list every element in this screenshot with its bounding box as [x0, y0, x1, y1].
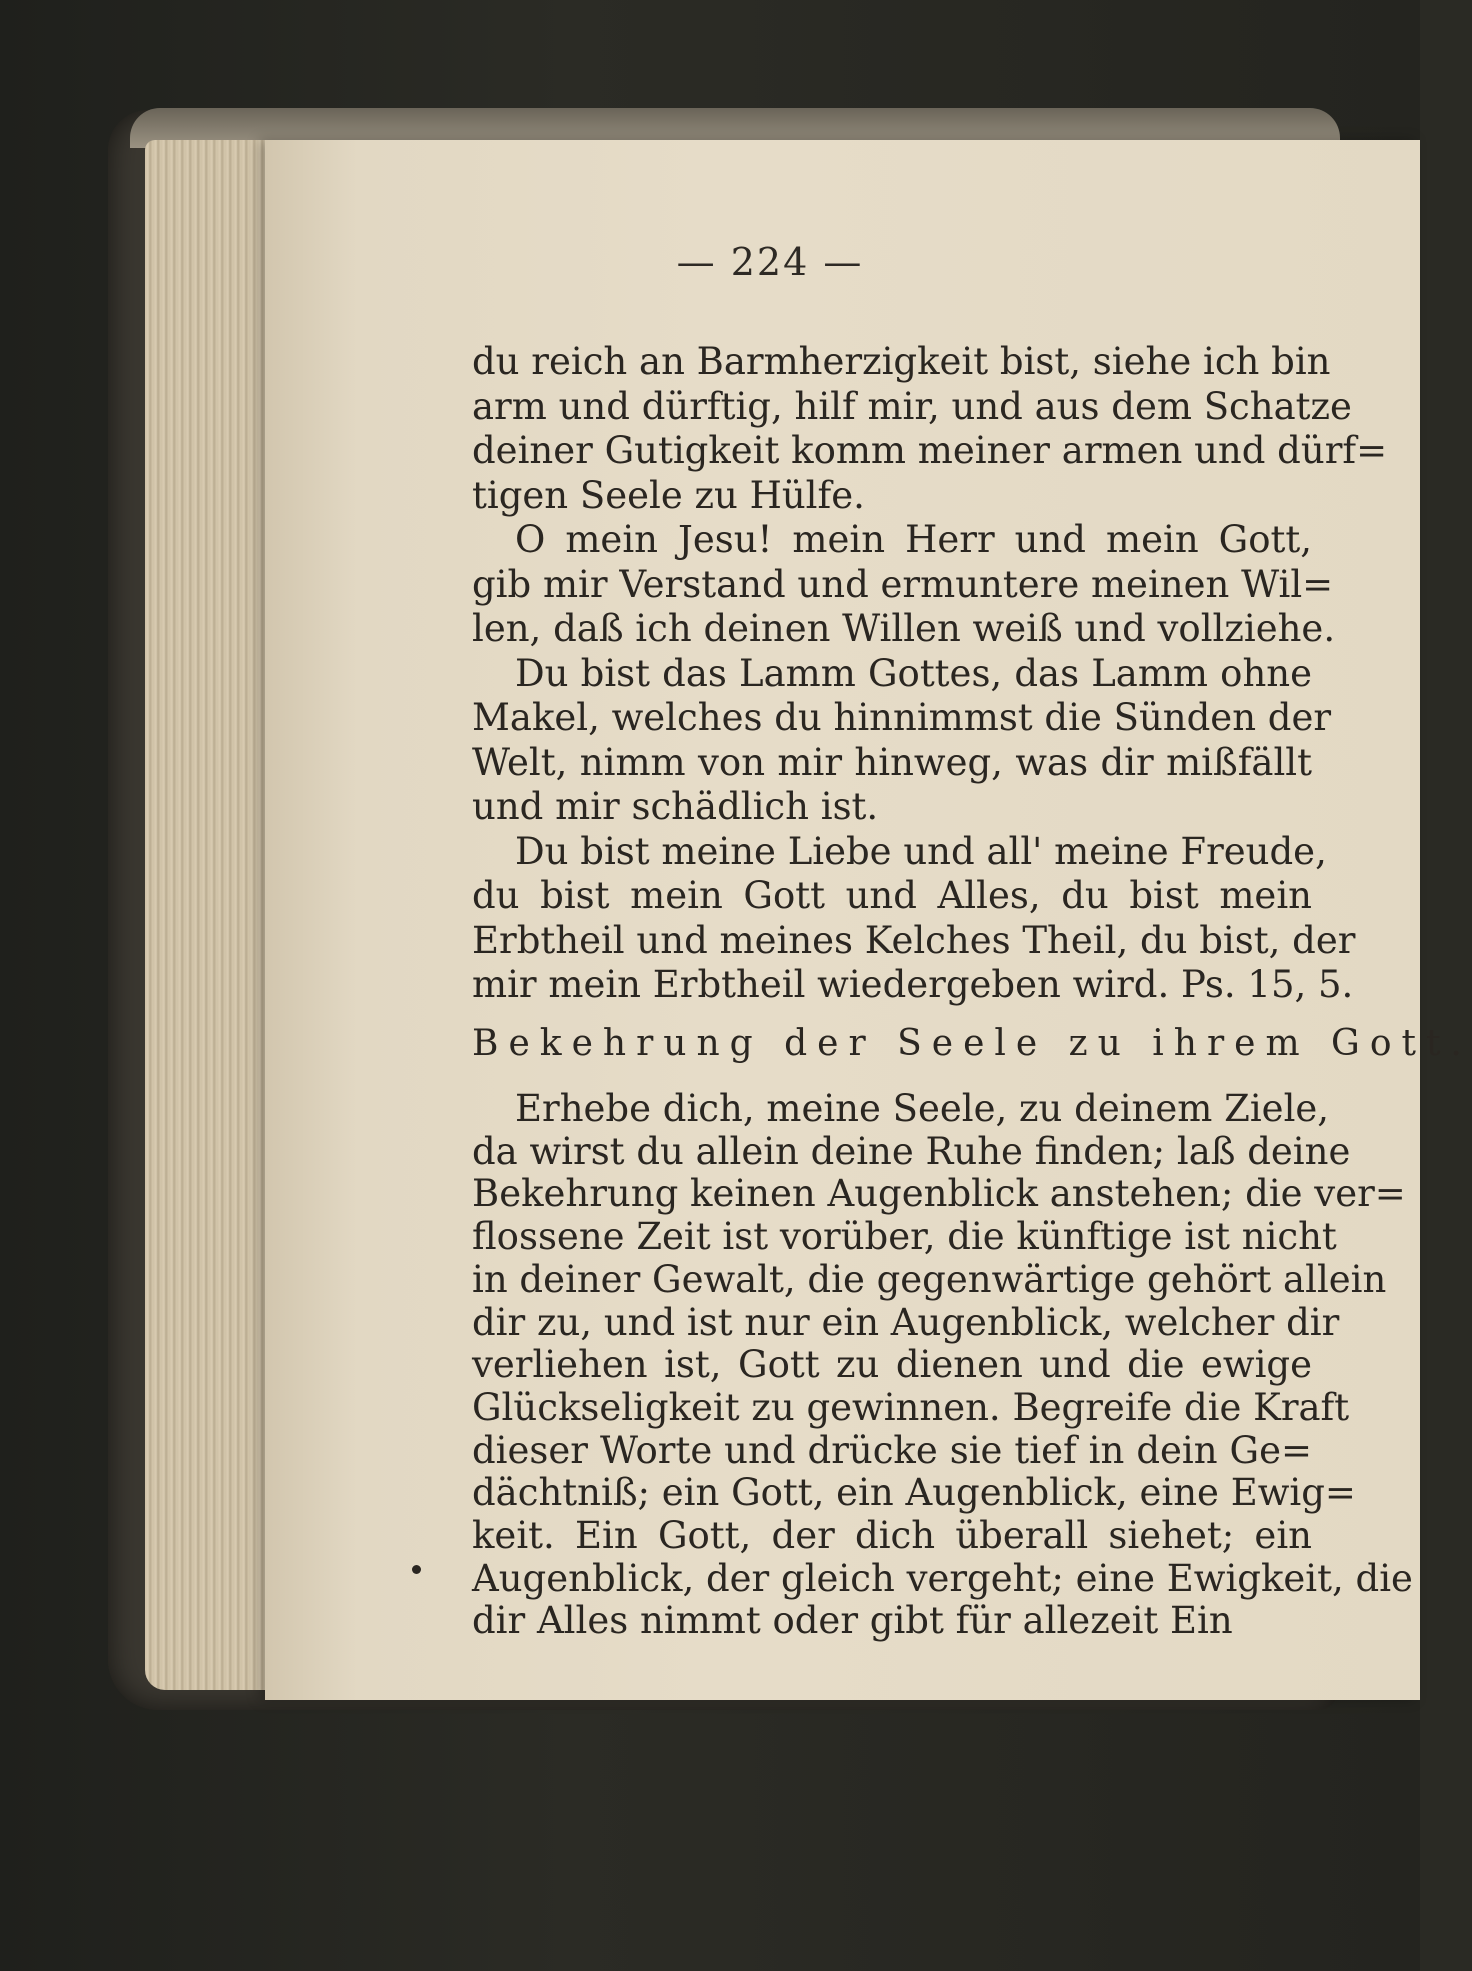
text-line: und mir schädlich ist. — [472, 785, 879, 828]
ink-speck — [412, 1565, 421, 1574]
text-line: Glückseligkeit zu gewinnen. Begreife die Kraft — [472, 1385, 1350, 1429]
section-heading: Bekehrung der Seele zu ihrem Gott. — [472, 1023, 1472, 1064]
text-line: du reich an Barmherzigkeit bist, siehe ich bin — [472, 340, 1331, 383]
text-line: Bekehrung keinen Augenblick anstehen; die ver= — [472, 1172, 1406, 1216]
text-line: Welt, nimm von mir hinweg, was dir mißfällt — [472, 740, 1312, 784]
text-line: dächtniß; ein Gott, ein Augenblick, eine Ewig= — [472, 1471, 1356, 1515]
text-line: flossene Zeit ist vorüber, die künftige ist nicht — [472, 1215, 1337, 1259]
text-line: da wirst du allein deine Ruhe finden; laß deine — [472, 1129, 1351, 1173]
text-line: deiner Gutigkeit komm meiner armen und dürf= — [472, 429, 1388, 472]
text-line: Du bist das Lamm Gottes, das Lamm ohne — [515, 651, 1312, 695]
text-line: in deiner Gewalt, die gegenwärtige gehört allein — [472, 1257, 1387, 1301]
page-number: — 224 — — [676, 240, 864, 284]
text-line: Erhebe dich, meine Seele, zu deinem Ziele, — [515, 1087, 1330, 1130]
text-line: verliehen ist, Gott zu dienen und die ewige — [472, 1343, 1312, 1387]
text-line: gib mir Verstand und ermuntere meinen Wil= — [472, 562, 1334, 606]
text-line: len, daß ich deinen Willen weiß und vollziehe. — [472, 607, 1336, 650]
text-line: dir Alles nimmt oder gibt für allezeit Ein — [472, 1599, 1233, 1643]
text-line: Erbtheil und meines Kelches Theil, du bist, der — [472, 918, 1356, 962]
text-line: O mein Jesu! mein Herr und mein Gott, — [515, 518, 1312, 561]
text-line: mir mein Erbtheil wiedergeben wird. Ps. 15, 5. — [472, 963, 1354, 1006]
text-line: dir zu, und ist nur ein Augenblick, welcher dir — [472, 1300, 1340, 1344]
text-line: dieser Worte und drücke sie tief in dein Ge= — [472, 1428, 1312, 1472]
text-line: tigen Seele zu Hülfe. — [472, 473, 865, 517]
text-line: Du bist meine Liebe und all' meine Freude, — [515, 829, 1327, 873]
text-line: du bist mein Gott und Alles, du bist mein — [472, 874, 1312, 917]
text-line: keit. Ein Gott, der dich überall siehet; ein — [472, 1514, 1312, 1557]
text-line: Makel, welches du hinnimmst die Sünden der — [472, 696, 1332, 739]
text-line: Augenblick, der gleich vergeht; eine Ewigkeit, die — [472, 1556, 1413, 1600]
text-line: arm und dürftig, hilf mir, und aus dem Schatze — [472, 384, 1352, 428]
